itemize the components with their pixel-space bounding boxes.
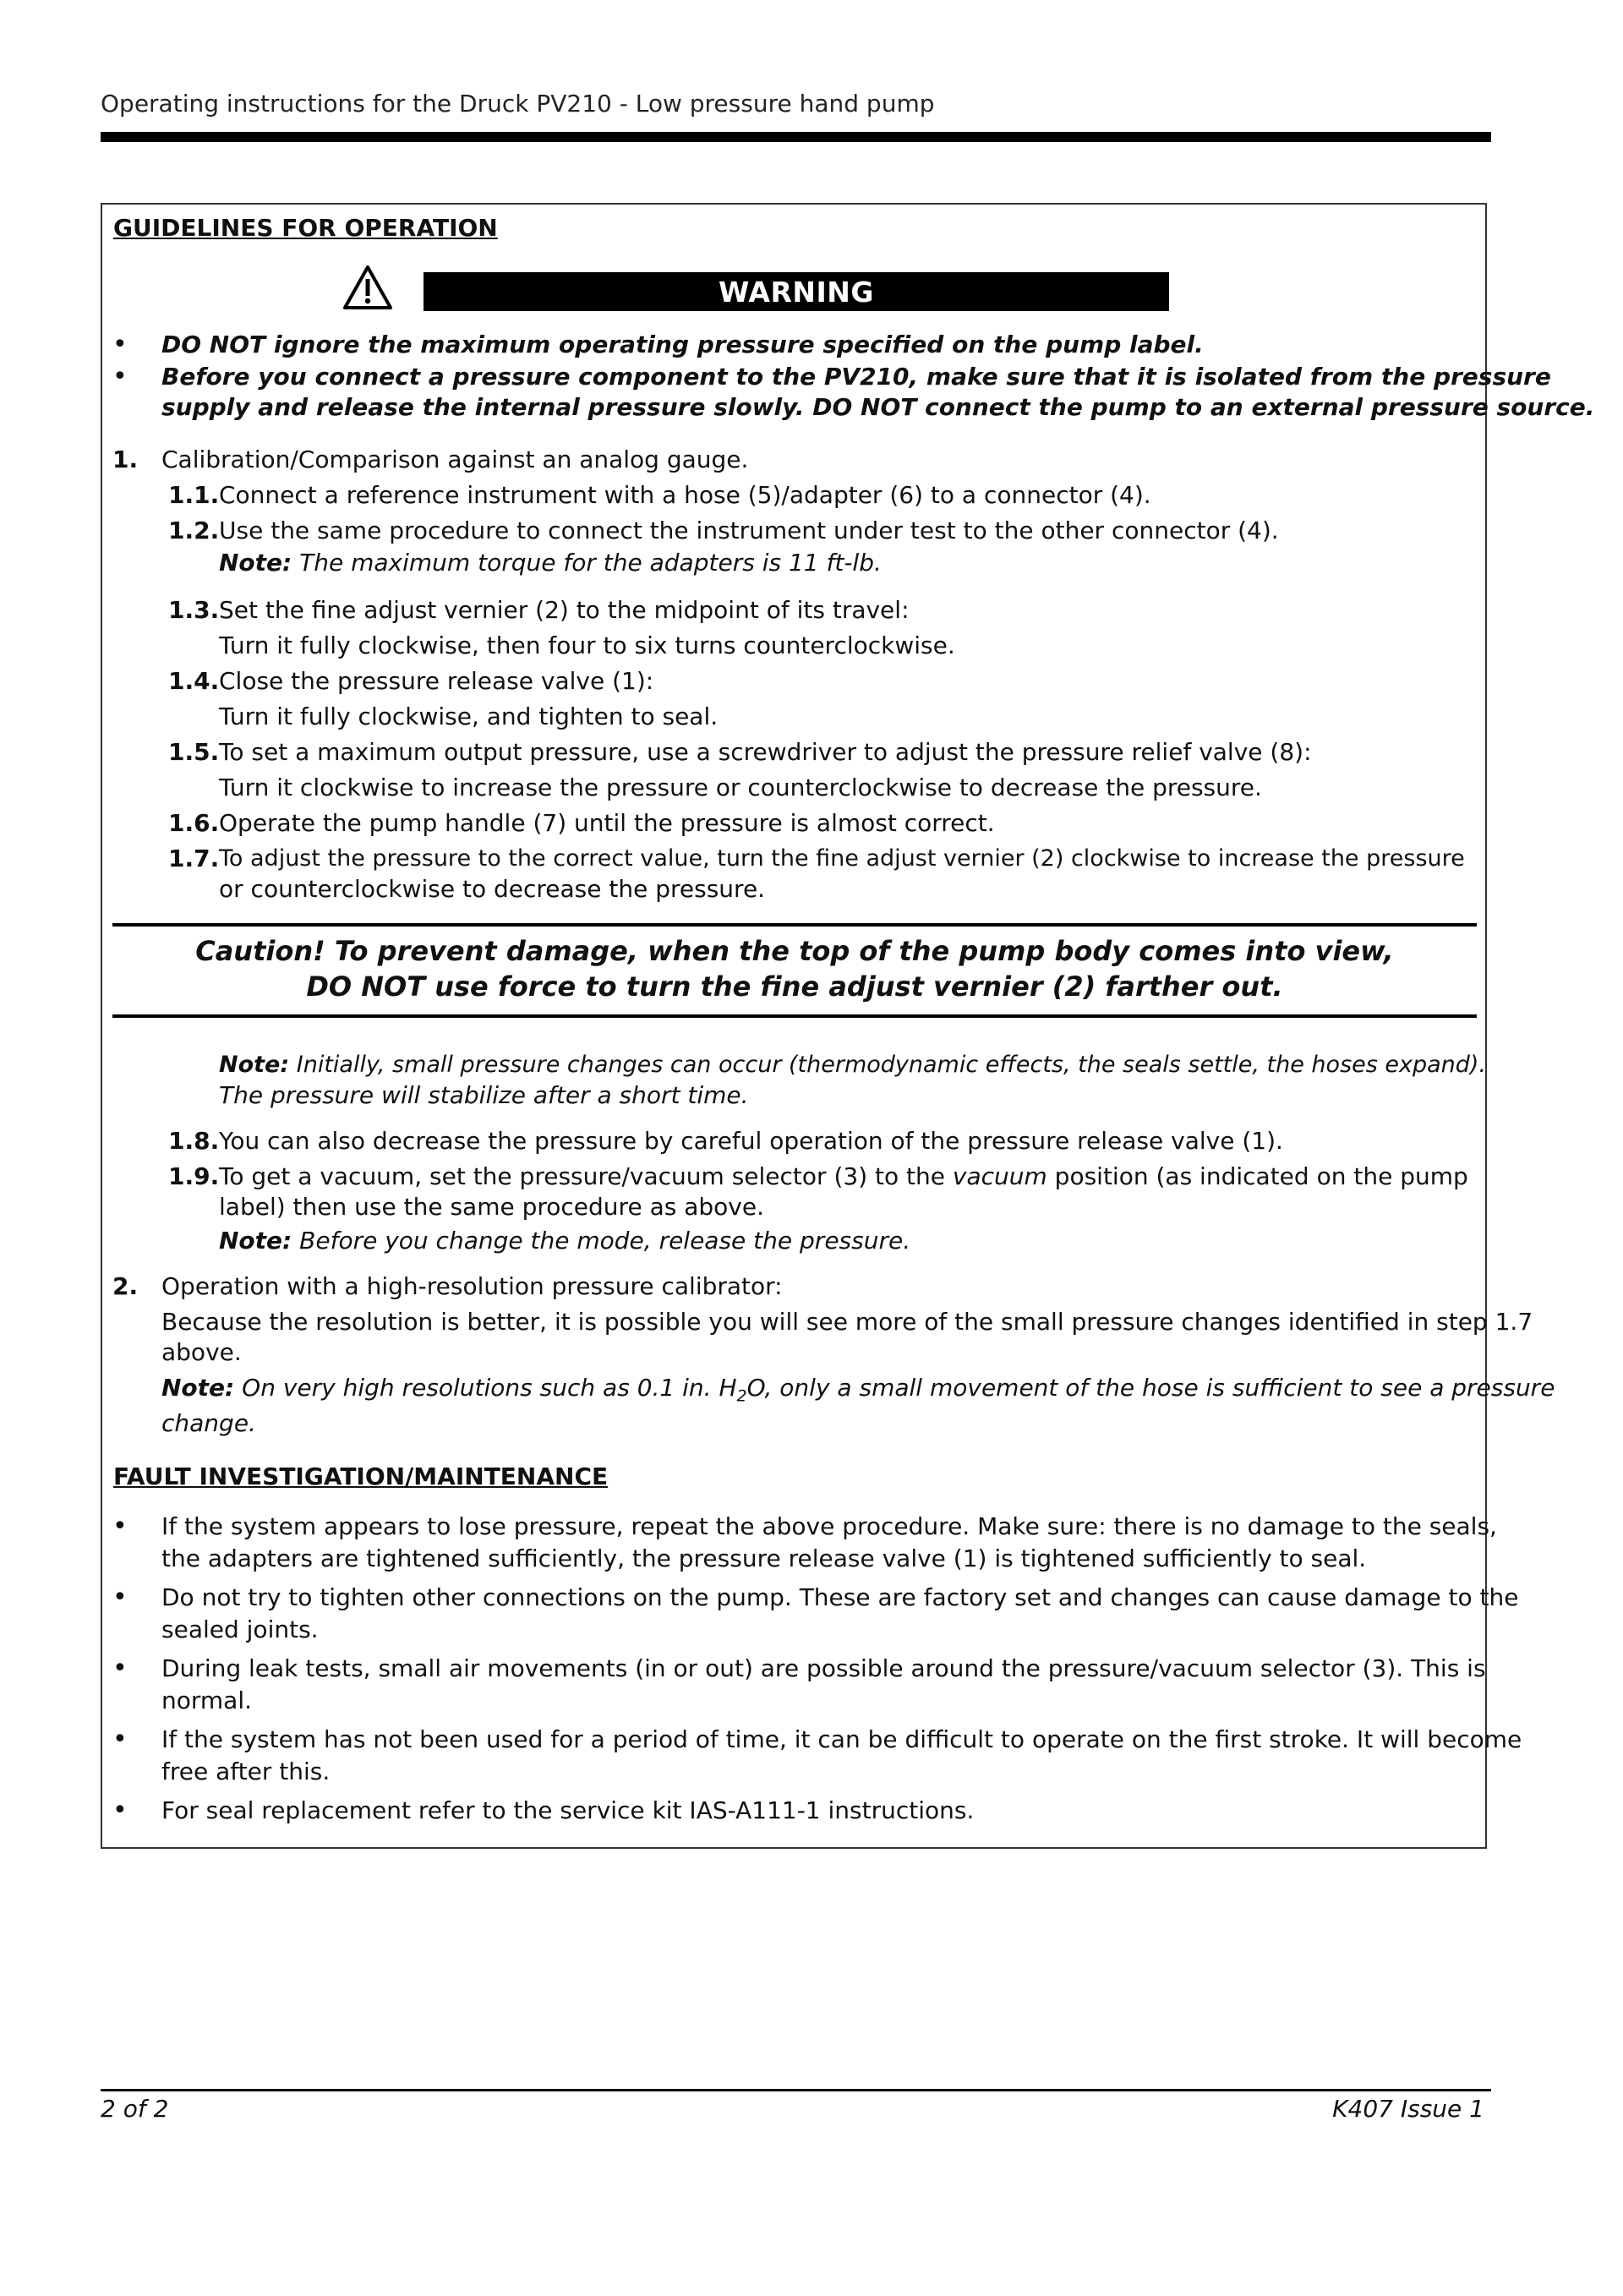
substep-text: Use the same procedure to connect the instrument under test to the other connector (4). <box>219 517 1279 544</box>
note-label: Note: <box>219 1052 290 1078</box>
substep-text: Connect a reference instrument with a hose (5)/adapter (6) to a connector (4). <box>219 481 1151 509</box>
note-label: Note: <box>161 1374 235 1402</box>
fault-item-line-1: During leak tests, small air movements (in or out) are possible around the pressure/vacuum selector (3). This is <box>161 1654 1486 1682</box>
note-subscript: 2 <box>736 1386 747 1406</box>
substep-number: 1.7. <box>168 845 220 872</box>
bullet-icon: • <box>112 1654 128 1683</box>
fault-item-line-1: For seal replacement refer to the service kit IAS-A111-1 instructions. <box>161 1796 975 1824</box>
instructions-panel <box>101 203 1595 1849</box>
substep-text: Operate the pump handle (7) until the pressure is almost correct. <box>219 809 995 837</box>
substep-number: 1.2. <box>168 517 220 544</box>
bullet-icon: • <box>112 1583 128 1612</box>
note-line <box>219 548 882 578</box>
note-text-b: O, only a small movement of the hose is sufficient to see a pressure <box>746 1374 1555 1402</box>
step-body: Because the resolution is better, it is possible you will see more of the small pressure changes identified in step 1.7 <box>161 1308 1533 1336</box>
warning-line-1: DO NOT ignore the maximum operating pressure specified on the pump label. <box>161 331 1204 358</box>
bullet-icon: • <box>112 1512 128 1541</box>
substep-detail: Turn it clockwise to increase the pressure or counterclockwise to decrease the pressure. <box>219 774 1262 801</box>
substep-number: 1.9. <box>168 1162 220 1190</box>
bullet-icon: • <box>112 1725 128 1754</box>
caution-rule-top <box>112 923 1477 927</box>
note-label: Note: <box>219 1227 292 1255</box>
fault-item-line-2: normal. <box>161 1686 253 1714</box>
substep-text: Close the pressure release valve (1): <box>219 667 654 695</box>
step-number: 1. <box>112 446 139 473</box>
note-label: Note: <box>219 549 292 577</box>
document-id: K407 Issue 1 <box>1332 2095 1484 2123</box>
fault-item-line-2: free after this. <box>161 1758 331 1785</box>
substep-detail: Turn it fully clockwise, then four to six turns counterclockwise. <box>219 631 955 659</box>
step-text: Operation with a high-resolution pressure calibrator: <box>161 1272 783 1300</box>
substep-text <box>219 1162 1468 1192</box>
page-header-title: Operating instructions for the Druck PV210 - Low pressure hand pump <box>101 90 935 118</box>
fault-item-line-1: If the system has not been used for a period of time, it can be difficult to operate on the first stroke. It will become <box>161 1725 1522 1753</box>
step-text: Calibration/Comparison against an analog gauge. <box>161 446 749 473</box>
substep-text: To set a maximum output pressure, use a screwdriver to adjust the pressure relief valve (8): <box>219 738 1312 766</box>
bullet-icon: • <box>112 1796 128 1825</box>
substep-text-a: To get a vacuum, set the pressure/vacuum selector (3) to the <box>219 1162 953 1190</box>
substep-text: Set the fine adjust vernier (2) to the midpoint of its travel: <box>219 596 910 624</box>
note-line <box>219 1050 1486 1080</box>
substep-number: 1.5. <box>168 738 220 766</box>
caution-line-2: DO NOT use force to turn the fine adjust vernier (2) farther out. <box>306 970 1283 1003</box>
note-line <box>161 1373 1555 1412</box>
warning-triangle-icon <box>342 264 394 311</box>
substep-text: To adjust the pressure to the correct value, turn the fine adjust vernier (2) clockwise to increase the pressure <box>219 845 1465 872</box>
substep-number: 1.3. <box>168 596 220 624</box>
bullet-icon: • <box>112 330 128 359</box>
substep-number: 1.6. <box>168 809 220 837</box>
warning-line-2: Before you connect a pressure component to the PV210, make sure that it is isolated from the pressure <box>161 363 1551 391</box>
caution-line-1: Caution! To prevent damage, when the top of the pump body comes into view, <box>195 935 1394 967</box>
substep-text: You can also decrease the pressure by careful operation of the pressure release valve (1). <box>219 1127 1283 1155</box>
note-text-a: On very high resolutions such as 0.1 in. H <box>234 1374 737 1402</box>
note-text: The maximum torque for the adapters is 11 ft-lb. <box>292 549 882 577</box>
substep-text-b: position (as indicated on the pump <box>1046 1162 1468 1190</box>
fault-item-line-2: the adapters are tightened sufficiently, the pressure release valve (1) is tightened sufficiently to seal. <box>161 1544 1367 1572</box>
substep-detail: Turn it fully clockwise, and tighten to seal. <box>219 702 719 730</box>
substep-number: 1.4. <box>168 667 220 695</box>
note-line-cont: The pressure will stabilize after a short time. <box>219 1081 749 1109</box>
substep-text-italic: vacuum <box>952 1162 1047 1190</box>
fault-title: FAULT INVESTIGATION/MAINTENANCE <box>113 1462 609 1490</box>
fault-item-line-2: sealed joints. <box>161 1615 319 1643</box>
header-rule <box>101 132 1491 142</box>
note-line-cont: change. <box>161 1409 256 1437</box>
substep-text-cont: or counterclockwise to decrease the pressure. <box>219 875 766 903</box>
step-body-cont: above. <box>161 1338 242 1366</box>
page-number: 2 of 2 <box>101 2095 169 2123</box>
step-number: 2. <box>112 1272 139 1300</box>
warning-banner: WARNING <box>424 272 1169 311</box>
caution-rule-bottom <box>112 1014 1477 1018</box>
bullet-icon: • <box>112 362 128 391</box>
note-text: Before you change the mode, release the pressure. <box>292 1227 911 1255</box>
warning-line-3: supply and release the internal pressure slowly. DO NOT connect the pump to an external pressure source. <box>161 393 1595 421</box>
substep-number: 1.8. <box>168 1127 220 1155</box>
guidelines-title: GUIDELINES FOR OPERATION <box>113 214 498 242</box>
note-text: Initially, small pressure changes can occur (thermodynamic effects, the seals settle, the hoses expand). <box>289 1052 1487 1078</box>
substep-text-cont: label) then use the same procedure as above. <box>219 1193 764 1221</box>
note-line <box>219 1226 910 1256</box>
footer-rule <box>101 2089 1491 2091</box>
fault-item-line-1: If the system appears to lose pressure, repeat the above procedure. Make sure: there is no damage to the seals, <box>161 1512 1497 1540</box>
substep-number: 1.1. <box>168 481 220 509</box>
fault-item-line-1: Do not try to tighten other connections on the pump. These are factory set and changes can cause damage to the <box>161 1583 1519 1611</box>
